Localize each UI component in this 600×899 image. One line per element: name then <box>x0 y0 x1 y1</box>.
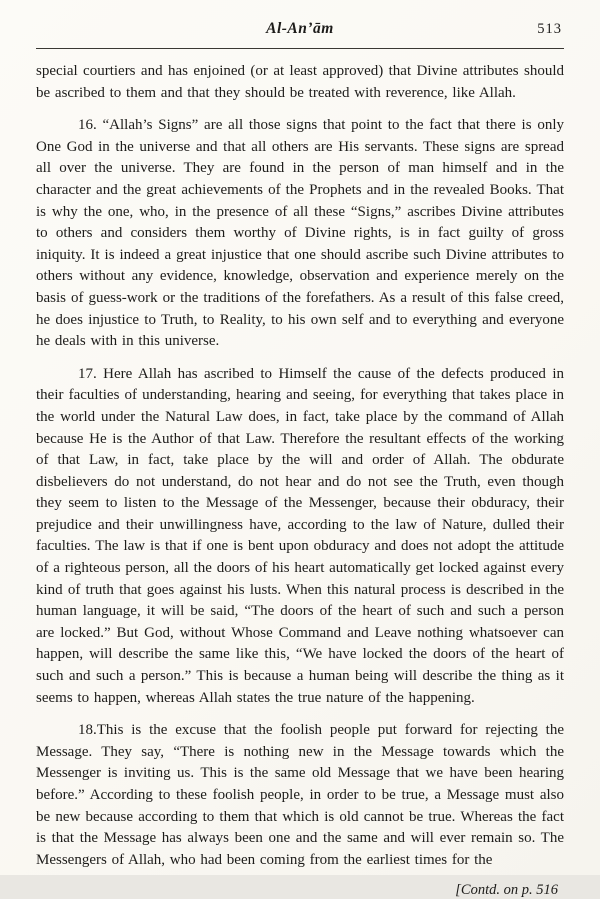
continuation-note: [Contd. on p. 516 <box>455 882 558 899</box>
paragraph-note-16: 16. “Allah’s Signs” are all those signs that point to the fact that there is only One God in the universe and that all others are His servants. These signs are spread all over the universe. They are found in the person of man himself and in the character and the great achievements of the Prophets and in the revealed Books. That is why the one, who, in the presence of all these “Signs,” ascribes Divine attributes to others and considers them worthy of Divine rights, is in fact guilty of gross iniquity. It is indeed a great injustice that one should ascribe such Divine attributes to others without any evidence, knowledge, observation and experience merely on the basis of guess-work or the traditions of the forefathers. As a result of this false creed, he does injustice to Truth, to Reality, to his own self and to everything and everyone he deals with in this universe. <box>36 117 564 350</box>
paragraph-note-17: 17. Here Allah has ascribed to Himself the cause of the defects produced in their faculties of understanding, hearing and seeing, for everything that takes place in the world under the Natural Law does, in fact, take place by the command of Allah because He is the Author of that Law. Therefore the resultant effects of the working of that Law, in fact, take place by the will and order of Allah. The obdurate disbelievers do not understand, do not hear and do not see the Truth, even though they seem to listen to the Message of the Messenger, because their obduracy, their prejudice and their unwillingness have, according to the law of Nature, dulled their faculties. The law is that if one is bent upon obduracy and does not adopt the attitude of a righteous person, all the doors of his heart automatically get locked against every kind of truth that goes against his lusts. When this natural process is described in the human language, it will be said, “The doors of the heart of such and such a person are locked.” But God, without Whose Command and Leave nothing whatsoever can happen, will describe the same like this, “We have locked the doors of the heart of such and such a person.” This is because a human being will describe the thing as it seems to happen, whereas Allah states the true nature of the happening. <box>36 365 564 706</box>
page-header <box>36 20 564 44</box>
paragraph-note-18: 18.This is the excuse that the foolish people put forward for rejecting the Message. They say, “There is nothing new in the Message towards which the Messenger is inviting us. This is the same old Message that we have been hearing before.” According to these foolish people, in order to be true, a Message must also be new because according to them that which is old cannot be true. Whereas the fact is that the Message has always been one and the same and will ever remain so. The Messengers of Allah, who had been coming from the earliest times for the <box>36 722 564 868</box>
page-number: 513 <box>537 21 562 37</box>
page-title: Al-An’ām <box>266 20 334 37</box>
header-divider <box>36 48 564 49</box>
paragraph-continuation: special courtiers and has enjoined (or at least approved) that Divine attributes should be ascribed to them and that they should be treated with reverence, like Allah. <box>36 63 564 101</box>
page-body <box>36 61 564 871</box>
